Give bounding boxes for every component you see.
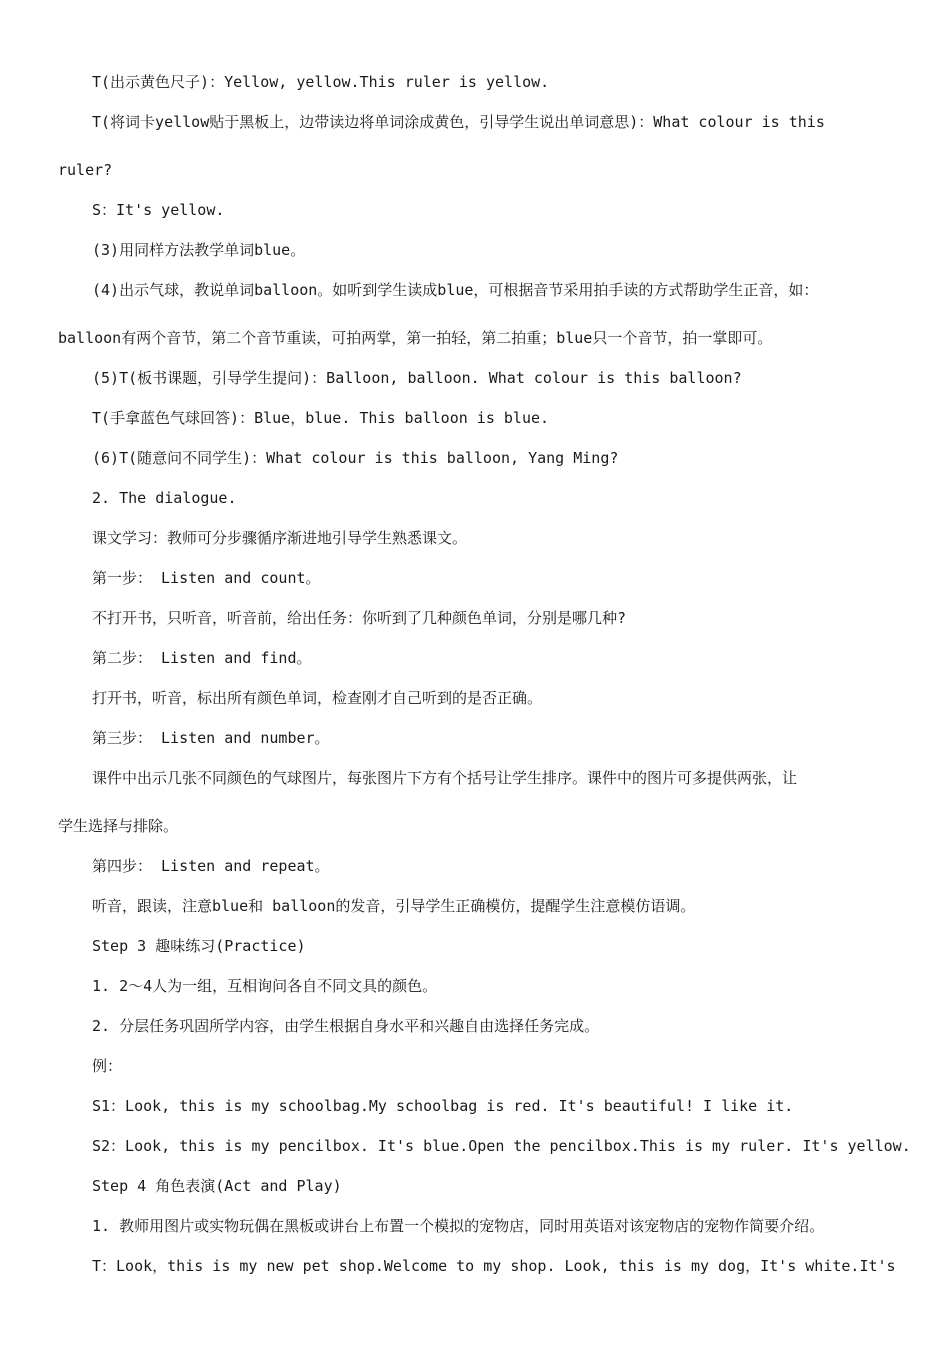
text-line: T：Look，this is my new pet shop.Welcome to my shop. Look, this is my dog，It's white.It's [92, 1257, 896, 1275]
text-line: 不打开书，只听音，听音前，给出任务：你听到了几种颜色单词，分别是哪几种? [92, 609, 627, 627]
text-line: Step 4 角色表演(Act and Play) [92, 1177, 342, 1195]
text-line: 第三步： Listen and number。 [92, 729, 330, 747]
text-line: 第一步： Listen and count。 [92, 569, 321, 587]
text-line: 听音，跟读，注意blue和 balloon的发音，引导学生正确模仿，提醒学生注意模仿语调。 [92, 897, 696, 915]
text-line: 学生选择与排除。 [58, 817, 179, 835]
text-line: 例： [92, 1057, 123, 1075]
text-line: 打开书，听音，标出所有颜色单词，检查刚才自己听到的是否正确。 [92, 689, 543, 707]
text-line: (6)T(随意问不同学生)：What colour is this balloon, Yang Ming? [92, 449, 619, 467]
text-line: 1. 2～4人为一组，互相询问各自不同文具的颜色。 [92, 977, 438, 995]
text-line: S2：Look, this is my pencilbox. It's blue.Open the pencilbox.This is my ruler. It's yellow. [92, 1137, 911, 1155]
text-line: 第四步： Listen and repeat。 [92, 857, 330, 875]
text-line: 1. 教师用图片或实物玩偶在黑板或讲台上布置一个模拟的宠物店，同时用英语对该宠物店的宠物作简要介绍。 [92, 1217, 825, 1235]
text-line: 2. The dialogue. [92, 489, 237, 507]
text-line: (5)T(板书课题，引导学生提问)：Balloon, balloon. What colour is this balloon? [92, 369, 742, 387]
text-line: S1：Look, this is my schoolbag.My schoolbag is red. It's beautiful! I like it. [92, 1097, 794, 1115]
text-line: 课件中出示几张不同颜色的气球图片，每张图片下方有个括号让学生排序。课件中的图片可多提供两张，让 [92, 769, 798, 787]
text-line: 第二步： Listen and find。 [92, 649, 312, 667]
text-line: Step 3 趣味练习(Practice) [92, 937, 306, 955]
text-line: (3)用同样方法教学单词blue。 [92, 241, 306, 259]
text-line: S：It's yellow. [92, 201, 225, 219]
text-line: 课文学习：教师可分步骤循序渐进地引导学生熟悉课文。 [92, 529, 468, 547]
text-line: (4)出示气球，教说单词balloon。如听到学生读成blue，可根据音节采用拍手读的方式帮助学生正音，如： [92, 281, 819, 299]
text-line: T(出示黄色尺子)：Yellow, yellow.This ruler is yellow. [92, 73, 550, 91]
text-line: 2. 分层任务巩固所学内容，由学生根据自身水平和兴趣自由选择任务完成。 [92, 1017, 600, 1035]
text-line: T(将词卡yellow贴于黑板上，边带读边将单词涂成黄色，引导学生说出单词意思)：What colour is this [92, 113, 825, 131]
text-line: ruler? [58, 161, 113, 179]
text-line: balloon有两个音节，第二个音节重读，可拍两掌，第一拍轻，第二拍重；blue只一个音节，拍一掌即可。 [58, 329, 773, 347]
text-line: T(手拿蓝色气球回答)：Blue，blue. This balloon is blue. [92, 409, 550, 427]
